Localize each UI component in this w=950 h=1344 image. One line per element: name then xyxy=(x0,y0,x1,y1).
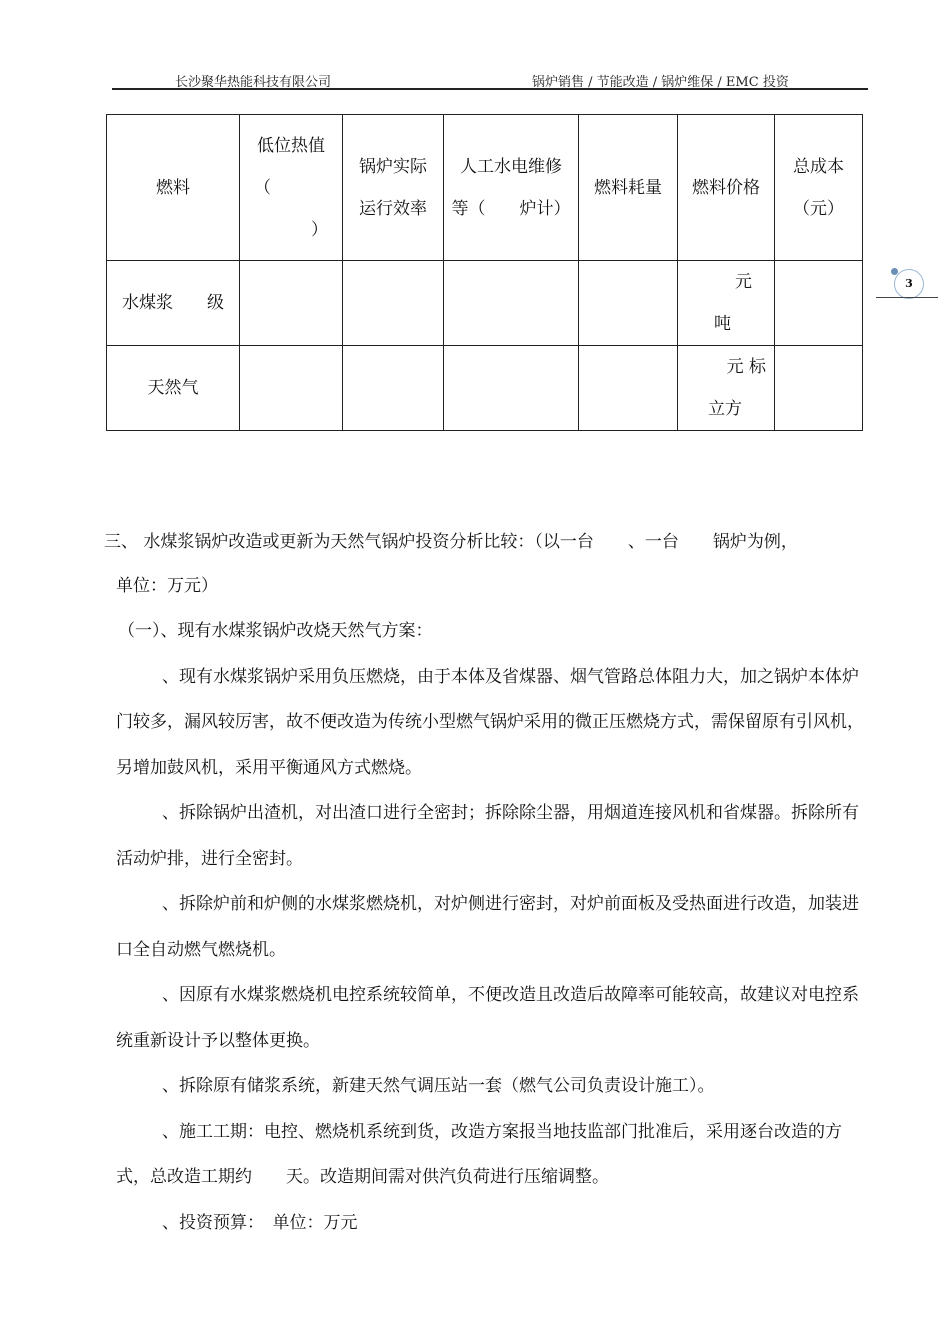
paragraph: 、拆除原有储浆系统，新建天然气调压站一套（燃气公司负责设计施工）。 xyxy=(162,1076,715,1096)
page-number-badge: 3 xyxy=(894,269,924,299)
row-cell xyxy=(240,346,343,431)
row-fuel-label: 天然气 xyxy=(107,346,240,431)
header-cell-fuel: 燃料 xyxy=(107,115,240,261)
header-cell-fuel-price: 燃料价格 xyxy=(678,115,775,261)
row-cell xyxy=(240,261,343,346)
row-cell xyxy=(444,346,579,431)
fuel-cost-table xyxy=(106,114,863,431)
row-cell xyxy=(444,261,579,346)
paragraph: 、施工工期：电控、燃烧机系统到货，改造方案报当地技监部门批准后，采用逐台改造的方式，总改造工期约 天。改造期间需对供汽负荷进行压缩调整。 xyxy=(116,1121,842,1187)
section-title-cont: 单位：万元） xyxy=(116,575,218,596)
header-services: 锅炉销售 / 节能改造 / 锅炉维保 / EMC 投资 xyxy=(532,75,789,90)
paragraph: 、因原有水煤浆燃烧机电控系统较简单，不便改造且改造后故障率可能较高，故建议对电控系统重新设计予以整体更换。 xyxy=(116,985,859,1051)
header-cell-fuel-consumption: 燃料耗量 xyxy=(579,115,678,261)
header-cell-efficiency: 锅炉实际 运行效率 xyxy=(343,115,444,261)
header-cell-total-cost: 总成本 （元） xyxy=(775,115,863,261)
table-header-row xyxy=(107,115,863,261)
header-cell-heating-value: 低位热值 （ ） xyxy=(240,115,343,261)
table-row xyxy=(107,261,863,346)
row-price-unit: 元 吨 xyxy=(678,261,775,346)
row-cell xyxy=(579,261,678,346)
page-number-rule xyxy=(876,297,938,298)
section-title: 三、 水煤浆锅炉改造或更新为天然气锅炉投资分析比较：（以一台 、一台 锅炉为例， xyxy=(104,532,798,552)
header-cell-labor-maintenance: 人工水电维修 等（ 炉计） xyxy=(444,115,579,261)
paragraph: 、拆除锅炉出渣机，对出渣口进行全密封；拆除除尘器，用烟道连接风机和省煤器。拆除所有活动炉排，进行全密封。 xyxy=(116,803,859,869)
row-cell xyxy=(775,261,863,346)
row-cell xyxy=(343,346,444,431)
header-divider xyxy=(112,88,868,90)
row-cell xyxy=(775,346,863,431)
subsection-title: （一）、现有水煤浆锅炉改烧天然气方案： xyxy=(118,621,433,641)
row-fuel-label: 水煤浆 级 xyxy=(107,261,240,346)
paragraph: 、投资预算： 单位：万元 xyxy=(162,1212,358,1233)
header-company: 长沙聚华热能科技有限公司 xyxy=(175,75,332,90)
paragraph: 、现有水煤浆锅炉采用负压燃烧，由于本体及省煤器、烟气管路总体阻力大，加之锅炉本体炉门较多，漏风较厉害，故不便改造为传统小型燃气锅炉采用的微正压燃烧方式，需保留原有引风机，另增加鼓风机，采用平衡通风方式燃烧。 xyxy=(116,666,864,778)
row-cell xyxy=(579,346,678,431)
paragraph: 、拆除炉前和炉侧的水煤浆燃烧机，对炉侧进行密封，对炉前面板及受热面进行改造，加装进口全自动燃气燃烧机。 xyxy=(116,894,859,960)
row-price-unit: 元 标 立方 xyxy=(678,346,775,431)
row-cell xyxy=(343,261,444,346)
table-row xyxy=(107,346,863,431)
document-body xyxy=(104,520,866,1246)
